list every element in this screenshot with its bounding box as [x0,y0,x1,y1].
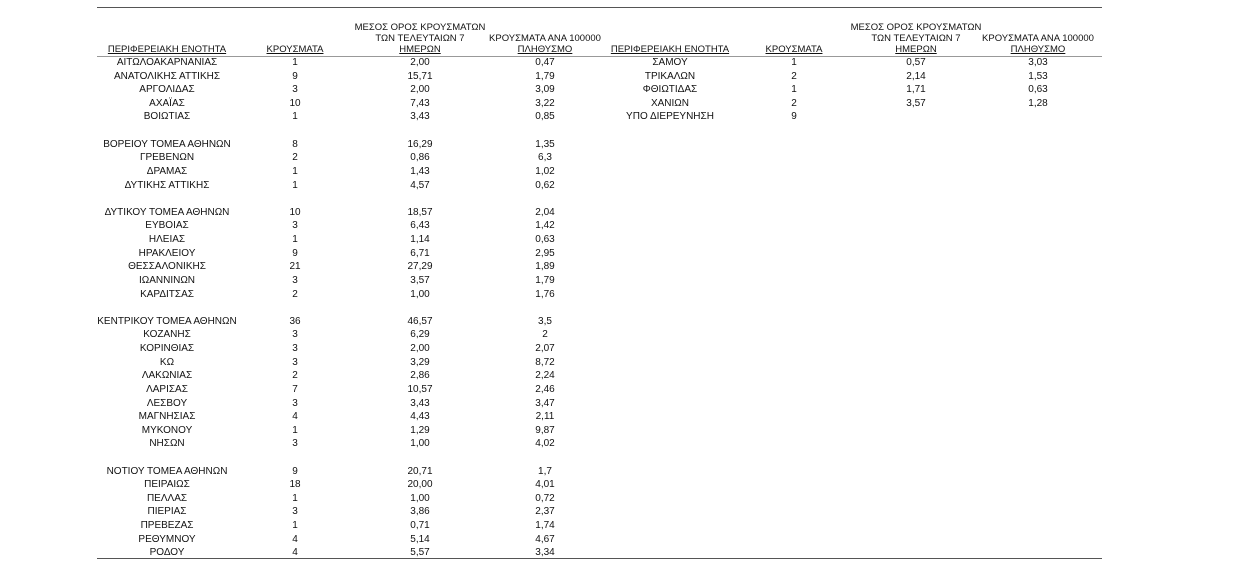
cell-avg7: 3,57 [906,97,926,109]
cell-cases: 2 [791,70,797,82]
cell-region: ΠΕΛΛΑΣ [146,492,188,504]
cell-per100k: 1,74 [535,520,555,532]
cell-avg7: 2,00 [410,84,430,96]
cell-region: ΦΘΙΩΤΙΔΑΣ [642,84,698,96]
table-row [0,397,1242,411]
cell-region: ΡΟΔΟΥ [149,547,185,559]
cell-cases: 18 [289,479,301,491]
table-row [0,356,1242,370]
cell-avg7: 46,57 [407,315,433,327]
cell-region: ΔΥΤΙΚΗΣ ΑΤΤΙΚΗΣ [124,179,210,191]
cell-avg7: 4,57 [410,179,430,191]
left-header-cases [255,44,335,55]
cell-avg7: 18,57 [407,206,433,218]
cell-cases: 1 [292,179,298,191]
cell-region: ΛΑΡΙΣΑΣ [146,383,188,395]
cell-avg7: 10,57 [407,383,433,395]
cell-avg7: 6,71 [410,247,430,259]
cell-avg7: 20,71 [407,465,433,477]
table-row [0,342,1242,356]
cell-per100k: 1,02 [535,165,555,177]
left-header-per100k-line2: ΠΛΗΘΥΣΜΟ [517,44,573,55]
cell-region: ΒΟΡΕΙΟΥ ΤΟΜΕΑ ΑΘΗΝΩΝ [103,138,231,150]
table-row [0,97,1242,111]
cell-avg7: 5,57 [410,547,430,559]
cell-cases: 2 [292,152,298,164]
cell-avg7: 1,14 [410,234,430,246]
table-row [0,247,1242,261]
cell-avg7: 1,00 [410,288,430,300]
cell-region: ΗΡΑΚΛΕΙΟΥ [138,247,196,259]
cell-avg7: 1,00 [410,438,430,450]
cell-per100k: 0,47 [535,57,555,68]
cell-per100k: 1,42 [535,220,555,232]
left-header-region [97,44,237,55]
cell-per100k: 3,47 [535,397,555,409]
cell-per100k: 1,53 [1028,70,1048,82]
cell-region: ΓΡΕΒΕΝΩΝ [139,152,195,164]
cell-cases: 21 [289,261,301,273]
table-row [0,192,1242,206]
table-row [0,110,1242,124]
table-row [0,179,1242,193]
table-row [0,546,1242,560]
cell-avg7: 2,00 [410,57,430,68]
cell-region: ΣΑΜΟΥ [652,57,688,68]
table-row [0,70,1242,84]
cell-region: ΑΙΤΩΛΟΑΚΑΡΝΑΝΙΑΣ [116,57,218,68]
cell-avg7: 20,00 [407,479,433,491]
cell-region: ΚΟΡΙΝΘΙΑΣ [139,343,195,355]
cell-per100k: 0,62 [535,179,555,191]
cell-avg7: 4,43 [410,411,430,423]
cell-region: ΝΟΤΙΟΥ ΤΟΜΕΑ ΑΘΗΝΩΝ [106,465,228,477]
cell-per100k: 2,37 [535,506,555,518]
cell-cases: 3 [292,343,298,355]
table-row [0,301,1242,315]
cell-avg7: 6,43 [410,220,430,232]
table-row [0,410,1242,424]
cell-per100k: 1,89 [535,261,555,273]
table-row [0,451,1242,465]
left-header-cases-label: ΚΡΟΥΣΜΑΤΑ [266,44,324,55]
cell-region: ΧΑΝΙΩΝ [650,97,690,109]
right-header-per100k-line2: ΠΛΗΘΥΣΜΟ [1010,44,1066,55]
table-row [0,369,1242,383]
cell-per100k: 1,79 [535,274,555,286]
top-rule [97,7,1102,8]
cell-per100k: 4,01 [535,479,555,491]
cell-per100k: 2 [542,329,548,341]
table-row [0,492,1242,506]
cell-cases: 1 [292,492,298,504]
cell-per100k: 0,72 [535,492,555,504]
cell-avg7: 0,86 [410,152,430,164]
cell-avg7: 3,86 [410,506,430,518]
right-header-avg7-line1: ΜΕΣΟΣ ΟΡΟΣ ΚΡΟΥΣΜΑΤΩΝ [850,22,982,33]
cell-cases: 3 [292,397,298,409]
left-header-per100k [475,33,615,55]
cell-per100k: 2,24 [535,370,555,382]
cell-region: ΤΡΙΚΑΛΩΝ [644,70,696,82]
cell-avg7: 3,29 [410,356,430,368]
right-header-per100k [968,33,1108,55]
table-row [0,124,1242,138]
cell-cases: 1 [292,111,298,123]
right-header-avg7 [846,22,986,55]
cell-region: ΡΕΘΥΜΝΟΥ [138,533,196,545]
left-header-per100k-line1: ΚΡΟΥΣΜΑΤΑ ΑΝΑ 100000 [489,33,601,44]
cell-region: ΛΕΣΒΟΥ [146,397,188,409]
table-row [0,437,1242,451]
cell-region: ΥΠΟ ΔΙΕΡΕΥΝΗΣΗ [626,111,714,123]
cell-per100k: 0,63 [1028,84,1048,96]
cell-region: ΚΑΡΔΙΤΣΑΣ [140,288,194,300]
table-row [0,288,1242,302]
cell-avg7: 15,71 [407,70,433,82]
cell-per100k: 1,79 [535,70,555,82]
cell-region: ΜΥΚΟΝΟΥ [141,424,193,436]
cell-avg7: 3,43 [410,111,430,123]
cell-per100k: 6,3 [538,152,552,164]
cell-region: ΚΕΝΤΡΙΚΟΥ ΤΟΜΕΑ ΑΘΗΝΩΝ [97,315,237,327]
cell-cases: 8 [292,138,298,150]
cell-per100k: 0,85 [535,111,555,123]
cell-cases: 1 [791,57,797,68]
table-row [0,424,1242,438]
cell-avg7: 1,00 [410,492,430,504]
table-row [0,315,1242,329]
right-header-per100k-line1: ΚΡΟΥΣΜΑΤΑ ΑΝΑ 100000 [982,33,1094,44]
right-header-region-label: ΠΕΡΙΦΕΡΕΙΑΚΗ ΕΝΟΤΗΤΑ [610,44,730,55]
cell-cases: 10 [289,206,301,218]
cell-cases: 2 [791,97,797,109]
cell-avg7: 1,29 [410,424,430,436]
cell-per100k: 3,5 [538,315,552,327]
cell-avg7: 3,57 [410,274,430,286]
cell-per100k: 2,11 [535,411,555,423]
cell-avg7: 7,43 [410,97,430,109]
cell-cases: 1 [292,57,298,68]
cell-cases: 2 [292,370,298,382]
cell-region: ΔΥΤΙΚΟΥ ΤΟΜΕΑ ΑΘΗΝΩΝ [104,206,230,218]
cell-cases: 36 [289,315,301,327]
table-row [0,219,1242,233]
cell-cases: 3 [292,220,298,232]
cell-avg7: 0,71 [410,520,430,532]
cell-cases: 3 [292,356,298,368]
table-row [0,260,1242,274]
right-header-avg7-line3: ΗΜΕΡΩΝ [895,44,937,55]
cell-region: ΠΙΕΡΙΑΣ [147,506,187,518]
cell-cases: 1 [791,84,797,96]
cell-avg7: 2,86 [410,370,430,382]
cell-per100k: 3,22 [535,97,555,109]
cell-cases: 1 [292,424,298,436]
table-row [0,465,1242,479]
cell-avg7: 2,14 [906,70,926,82]
cell-per100k: 8,72 [535,356,555,368]
table-row [0,505,1242,519]
cell-cases: 3 [292,274,298,286]
cell-region: ΛΑΚΩΝΙΑΣ [141,370,193,382]
cell-per100k: 9,87 [535,424,555,436]
cell-per100k: 1,76 [535,288,555,300]
right-header-region [600,44,740,55]
cell-avg7: 2,00 [410,343,430,355]
cell-avg7: 5,14 [410,533,430,545]
cell-region: ΑΧΑΪΑΣ [149,97,185,109]
cell-avg7: 27,29 [407,261,433,273]
cell-per100k: 1,28 [1028,97,1048,109]
cell-avg7: 1,43 [410,165,430,177]
table-row [0,478,1242,492]
cell-region: ΜΑΓΝΗΣΙΑΣ [138,411,196,423]
cell-per100k: 2,07 [535,343,555,355]
cell-per100k: 2,04 [535,206,555,218]
table-row [0,328,1242,342]
cell-region: ΚΟΖΑΝΗΣ [143,329,191,341]
cell-cases: 1 [292,520,298,532]
left-header-avg7-line3: ΗΜΕΡΩΝ [399,44,441,55]
cell-cases: 4 [292,411,298,423]
cell-cases: 3 [292,438,298,450]
cell-cases: 10 [289,97,301,109]
cell-region: ΙΩΑΝΝΙΝΩΝ [138,274,196,286]
cell-cases: 4 [292,533,298,545]
right-header-cases-label: ΚΡΟΥΣΜΑΤΑ [765,44,823,55]
cell-region: ΠΕΙΡΑΙΩΣ [144,479,190,491]
cell-per100k: 2,46 [535,383,555,395]
right-header-avg7-line2: ΤΩΝ ΤΕΛΕΥΤΑΙΩΝ 7 [871,33,961,44]
cell-per100k: 3,03 [1028,57,1048,68]
cell-cases: 1 [292,165,298,177]
cell-region: ΑΡΓΟΛΙΔΑΣ [139,84,195,96]
table-row [0,56,1242,70]
cell-cases: 9 [292,465,298,477]
table-row [0,83,1242,97]
cell-region: ΑΝΑΤΟΛΙΚΗΣ ΑΤΤΙΚΗΣ [113,70,221,82]
table-row [0,519,1242,533]
cell-cases: 3 [292,329,298,341]
cell-cases: 4 [292,547,298,559]
cell-cases: 9 [791,111,797,123]
cell-region: ΔΡΑΜΑΣ [146,165,188,177]
table-row [0,533,1242,547]
right-header-cases [754,44,834,55]
cell-region: ΠΡΕΒΕΖΑΣ [140,520,194,532]
cell-region: ΕΥΒΟΙΑΣ [145,220,189,232]
cell-per100k: 3,09 [535,84,555,96]
left-header-region-label: ΠΕΡΙΦΕΡΕΙΑΚΗ ΕΝΟΤΗΤΑ [107,44,227,55]
cell-avg7: 3,43 [410,397,430,409]
cell-region: ΗΛΕΙΑΣ [148,234,186,246]
cell-per100k: 1,35 [535,138,555,150]
table-row [0,274,1242,288]
cell-region: ΘΕΣΣΑΛΟΝΙΚΗΣ [128,261,206,273]
cell-cases: 3 [292,84,298,96]
cell-cases: 2 [292,288,298,300]
cell-per100k: 4,67 [535,533,555,545]
cell-region: ΒΟΙΩΤΙΑΣ [143,111,191,123]
left-header-avg7-line1: ΜΕΣΟΣ ΟΡΟΣ ΚΡΟΥΣΜΑΤΩΝ [354,22,486,33]
cell-avg7: 6,29 [410,329,430,341]
cell-cases: 7 [292,383,298,395]
table-row [0,138,1242,152]
table-row [0,151,1242,165]
table-row [0,165,1242,179]
cell-avg7: 0,57 [906,57,926,68]
table-row [0,233,1242,247]
cell-region: ΚΩ [159,356,175,368]
cell-avg7: 1,71 [906,84,926,96]
left-header-avg7-line2: ΤΩΝ ΤΕΛΕΥΤΑΙΩΝ 7 [375,33,465,44]
cell-per100k: 3,34 [535,547,555,559]
table-row [0,383,1242,397]
cell-avg7: 16,29 [407,138,433,150]
cell-cases: 3 [292,506,298,518]
cell-cases: 9 [292,247,298,259]
cell-cases: 1 [292,234,298,246]
cell-per100k: 2,95 [535,247,555,259]
cell-region: ΝΗΣΩΝ [149,438,185,450]
table-row [0,206,1242,220]
cell-cases: 9 [292,70,298,82]
cell-per100k: 1,7 [538,465,552,477]
cell-per100k: 4,02 [535,438,555,450]
left-header-avg7 [350,22,490,55]
cell-per100k: 0,63 [535,234,555,246]
